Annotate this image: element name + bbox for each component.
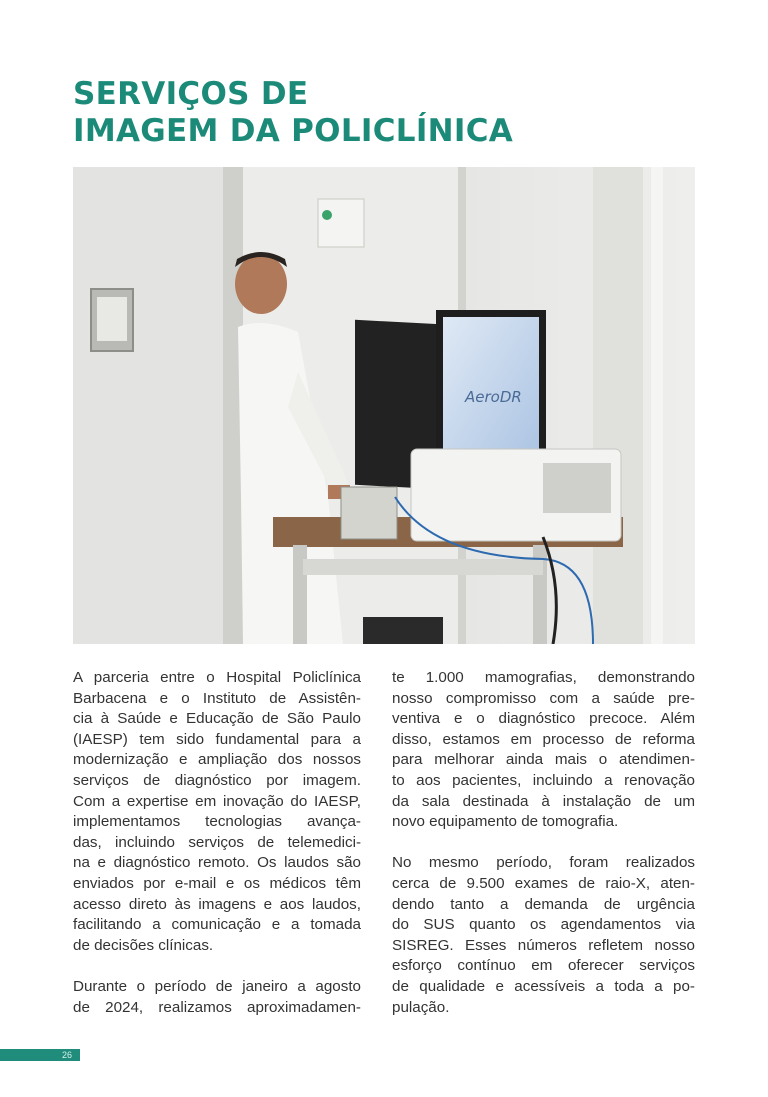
photo-technician-at-xray-workstation (73, 167, 695, 644)
text-line: No mesmo período, foram realizados (392, 854, 695, 872)
photo-illustration (73, 167, 695, 644)
text-line: ventiva e o diagnóstico precoce. Além (392, 710, 695, 728)
text-line: cia à Saúde e Educação de São Paulo (73, 710, 361, 728)
text-line: facilitando a comunicação e a tomada (73, 916, 361, 934)
paragraph-gap (73, 956, 361, 977)
text-line: Durante o período de janeiro a agosto (73, 977, 361, 995)
monitor-brand-text: AeroDR (465, 388, 522, 406)
text-line: Com a expertise em inovação do IAESP, (73, 792, 361, 810)
title-line-2: IMAGEM DA POLICLÍNICA (73, 113, 514, 149)
text-line: de qualidade e acessíveis a toda a po- (392, 977, 695, 995)
paragraph-gap (392, 833, 695, 854)
text-line: SISREG. Esses números refletem nosso (392, 936, 695, 954)
text-line: para melhorar ainda mais o atendimen- (392, 751, 695, 769)
text-line: (IAESP) tem sido fundamental para a (73, 730, 361, 748)
text-line: implementamos tecnologias avança- (73, 813, 361, 831)
text-line: nosso compromisso com a saúde pre- (392, 689, 695, 707)
text-line: de decisões clínicas. (73, 936, 214, 954)
text-line: das, incluindo serviços de telemedici- (73, 833, 361, 851)
paragraph (392, 668, 695, 833)
text-line: esforço contínuo em oferecer serviços (392, 957, 695, 975)
text-line: de 2024, realizamos aproximadamen- (73, 998, 361, 1016)
page-number: 26 (61, 1050, 72, 1060)
text-line: enviados por e-mail e os médicos têm (73, 874, 361, 892)
text-line: to aos pacientes, incluindo a renovação (392, 771, 695, 789)
text-line: pulação. (392, 998, 450, 1016)
body-text-column-1 (73, 668, 361, 1018)
body-text-column-2 (392, 668, 695, 1018)
text-line: acesso direto às imagens e aos laudos, (73, 895, 361, 913)
page-title (73, 76, 513, 150)
paragraph (73, 668, 361, 956)
text-line: na e diagnóstico remoto. Os laudos são (73, 854, 361, 872)
paragraph (73, 977, 361, 1018)
text-line: novo equipamento de tomografia. (392, 813, 619, 831)
text-line: A parceria entre o Hospital Policlínica (73, 669, 361, 686)
text-line: serviços de diagnóstico por imagem. (73, 771, 361, 789)
text-line: Barbacena e o Instituto de Assistên- (73, 689, 361, 707)
text-line: dendo tanto a demanda de urgência (392, 895, 695, 913)
page-number-bar (0, 1049, 80, 1061)
title-line-1: SERVIÇOS DE (73, 76, 309, 112)
text-line: te 1.000 mamografias, demonstrando (392, 669, 695, 686)
text-line: modernização e ampliação dos nossos (73, 751, 361, 769)
text-line: do SUS quanto os agendamentos via (392, 916, 695, 934)
text-line: da sala destinada à instalação de um (392, 792, 695, 810)
text-line: cerca de 9.500 exames de raio-X, aten- (392, 874, 695, 892)
paragraph (392, 853, 695, 1018)
text-line: disso, estamos em processo de reforma (392, 730, 695, 748)
